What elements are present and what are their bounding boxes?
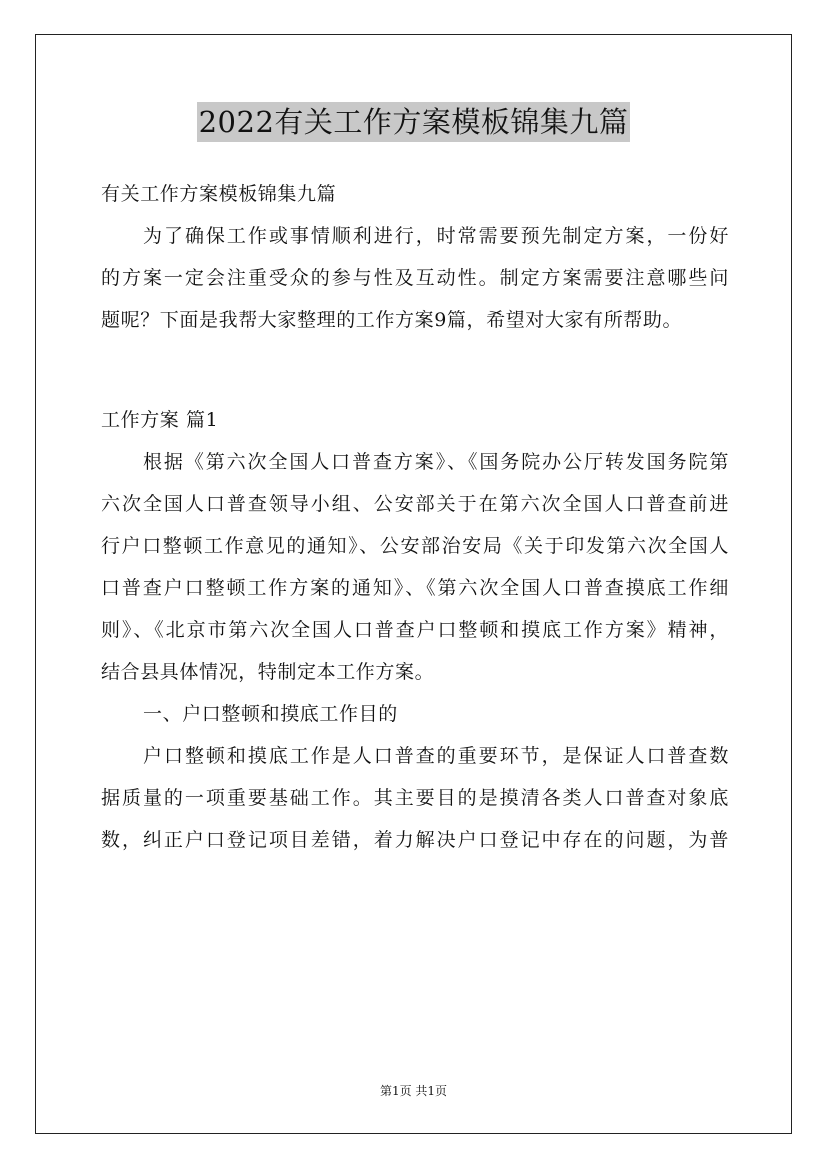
document-subtitle: 有关工作方案模板锦集九篇: [101, 183, 337, 205]
paragraph-line: 行户口整顿工作意见的通知》、公安部治安局《关于印发第六次全国人: [101, 535, 729, 557]
paragraph-line: 结合县具体情况，特制定本工作方案。: [101, 661, 435, 683]
intro-line: 的方案一定会注重受众的参与性及互动性。制定方案需要注意哪些问: [101, 267, 729, 289]
page-footer: 第1页 共1页: [379, 1084, 448, 1098]
paragraph-line: 六次全国人口普查领导小组、公安部关于在第六次全国人口普查前进: [101, 493, 729, 515]
paragraph-line: 根据《第六次全国人口普查方案》、《国务院办公厅转发国务院第: [143, 451, 729, 473]
section-gap: [101, 341, 729, 399]
intro-line: 题呢？下面是我帮大家整理的工作方案9篇，希望对大家有所帮助。: [101, 309, 683, 331]
section-heading: 工作方案 篇1: [101, 409, 219, 431]
paragraph-line: 则》、《北京市第六次全国人口普查户口整顿和摸底工作方案》精神，: [101, 619, 729, 641]
subheading: 一、户口整顿和摸底工作目的: [143, 703, 398, 725]
paragraph-line: 据质量的一项重要基础工作。其主要目的是摸清各类人口普查对象底: [101, 787, 729, 809]
document-body: [101, 173, 729, 861]
paragraph-line: 户口整顿和摸底工作是人口普查的重要环节，是保证人口普查数: [143, 745, 729, 767]
title-wrap: [0, 102, 827, 142]
paragraph-line: 数，纠正户口登记项目差错，着力解决户口登记中存在的问题，为普: [101, 829, 729, 851]
document-title: 2022有关工作方案模板锦集九篇: [197, 102, 631, 142]
paragraph-line: 口普查户口整顿工作方案的通知》、《第六次全国人口普查摸底工作细: [101, 577, 729, 599]
intro-line: 为了确保工作或事情顺利进行，时常需要预先制定方案，一份好: [143, 225, 729, 247]
